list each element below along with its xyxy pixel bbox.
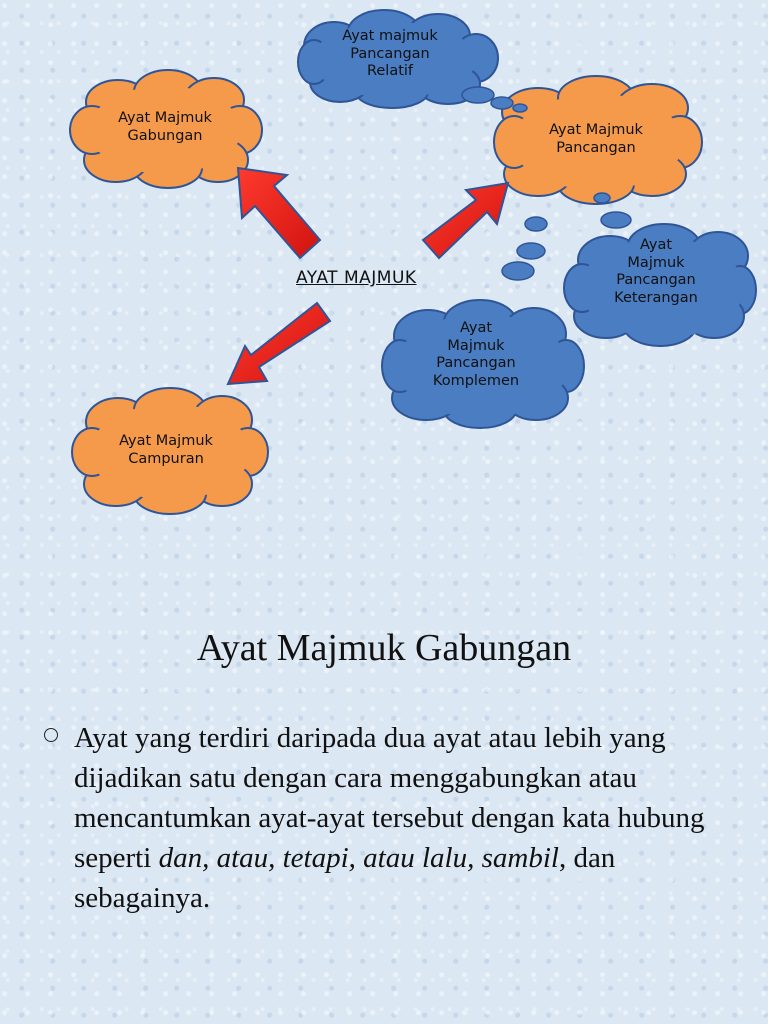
label-keterangan: Ayat Majmuk Pancangan Keterangan [614, 237, 698, 307]
slide-title: Ayat Majmuk Gabungan [196, 627, 572, 669]
definition-text-part2: , dan sebagainya. [74, 842, 616, 914]
center-label-ayat-majmuk: AYAT MAJMUK [296, 268, 417, 288]
label-gabungan: Ayat Majmuk Gabungan [118, 110, 212, 144]
arrow-to-gabungan [238, 168, 320, 258]
label-pancangan: Ayat Majmuk Pancangan [549, 122, 643, 156]
arrow-to-campuran [228, 303, 330, 384]
arrow-to-pancangan [423, 183, 508, 258]
label-campuran: Ayat Majmuk Campuran [119, 433, 213, 467]
hollow-circle-bullet-icon [44, 728, 58, 742]
definition-bullet [44, 718, 744, 918]
definition-text-part1: Ayat yang terdiri daripada dua ayat atau lebih yang dijadikan satu dengan cara menggabungkan atau mencantumkan ayat-ayat tersebut dengan kata hubung seperti [74, 722, 705, 874]
label-relatif: Ayat majmuk Pancangan Relatif [342, 28, 438, 80]
definition-text-conjunctions: dan, atau, tetapi, atau lalu, sambil [158, 842, 559, 874]
label-komplemen: Ayat Majmuk Pancangan Komplemen [432, 320, 520, 390]
definition-text [74, 718, 744, 918]
